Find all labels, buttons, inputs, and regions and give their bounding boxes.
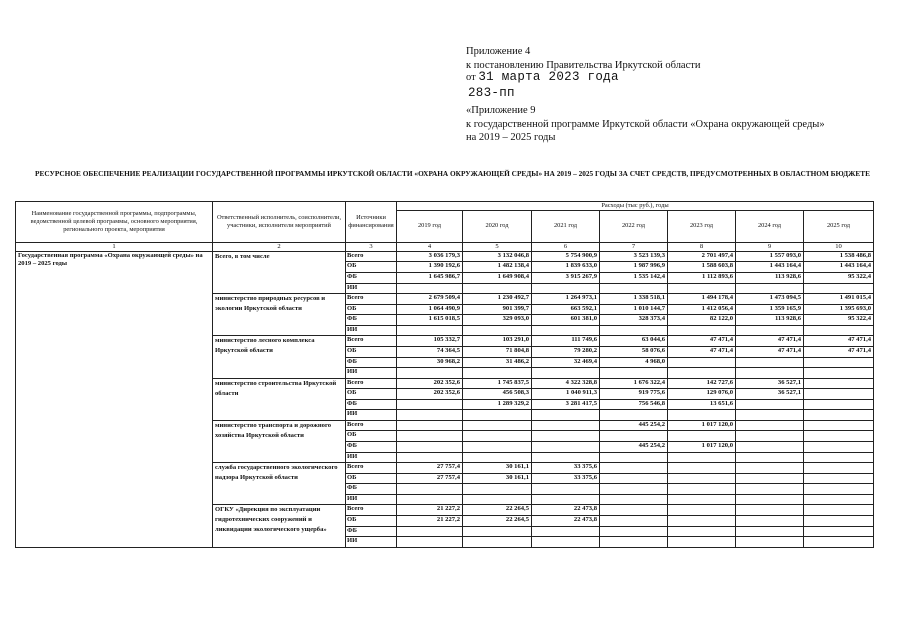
expense-value: 1 588 603,8 [668, 262, 736, 273]
expense-value: 3 523 139,3 [600, 251, 668, 262]
expense-value [736, 368, 804, 379]
executor-name: министерство транспорта и дорожного хозяйства Иркутской области [213, 420, 346, 462]
appendix-label: Приложение 4 [466, 46, 531, 57]
date-prefix: от [466, 72, 476, 83]
expense-value [804, 283, 874, 294]
expense-value [804, 452, 874, 463]
expense-value: 47 471,4 [668, 346, 736, 357]
expense-value: 31 486,2 [463, 357, 532, 368]
expense-value [600, 325, 668, 336]
expense-value: 601 381,0 [532, 315, 600, 326]
expense-value [397, 410, 463, 421]
expense-value [397, 452, 463, 463]
funding-source: ОБ [346, 431, 397, 442]
expense-value: 2 701 497,4 [668, 251, 736, 262]
expense-value: 1 395 693,0 [804, 304, 874, 315]
expense-value: 113 928,6 [736, 315, 804, 326]
expense-value [397, 494, 463, 505]
expense-value [804, 442, 874, 453]
expense-value [532, 420, 600, 431]
expense-value: 4 322 328,8 [532, 378, 600, 389]
funding-source: Всего [346, 378, 397, 389]
col-header-year: 2019 год [397, 210, 463, 242]
expense-value: 456 508,3 [463, 389, 532, 400]
expense-value: 1 987 996,9 [600, 262, 668, 273]
expense-value [804, 473, 874, 484]
expense-value [397, 325, 463, 336]
expense-value: 111 749,6 [532, 336, 600, 347]
expense-value: 63 044,6 [600, 336, 668, 347]
expense-value [804, 325, 874, 336]
expense-value [397, 420, 463, 431]
period-label: на 2019 – 2025 годы [466, 132, 556, 143]
expense-value [600, 283, 668, 294]
expense-value [532, 325, 600, 336]
resolution-label: к постановлению Правительства Иркутской области [466, 60, 701, 71]
expense-value: 30 968,2 [397, 357, 463, 368]
expense-value: 1 289 329,2 [463, 399, 532, 410]
expense-value [736, 325, 804, 336]
expense-value [600, 494, 668, 505]
expense-value: 33 375,6 [532, 473, 600, 484]
expense-value: 1 615 018,5 [397, 315, 463, 326]
expense-value [668, 452, 736, 463]
expense-value [397, 484, 463, 495]
expense-value [804, 484, 874, 495]
expense-value: 1 645 986,7 [397, 273, 463, 284]
expense-value [736, 505, 804, 516]
col-header-year: 2024 год [736, 210, 804, 242]
funding-source: ФБ [346, 399, 397, 410]
expense-value [463, 325, 532, 336]
expense-value: 663 592,1 [532, 304, 600, 315]
expense-value [804, 368, 874, 379]
funding-source: ОБ [346, 389, 397, 400]
funding-source: ИИ [346, 368, 397, 379]
expense-value: 47 471,4 [736, 346, 804, 357]
expense-value: 36 527,1 [736, 378, 804, 389]
funding-source: ФБ [346, 315, 397, 326]
funding-source: ИИ [346, 410, 397, 421]
expense-value: 47 471,4 [668, 336, 736, 347]
expense-value [736, 431, 804, 442]
expense-value [463, 410, 532, 421]
expense-value: 22 473,8 [532, 505, 600, 516]
expense-value: 58 076,6 [600, 346, 668, 357]
expense-value: 30 161,1 [463, 473, 532, 484]
expense-value [600, 431, 668, 442]
col-header-source: Источники финансирования [346, 202, 397, 243]
expense-value: 1 112 893,6 [668, 273, 736, 284]
expense-value [463, 537, 532, 548]
expense-value [397, 431, 463, 442]
expense-value [736, 515, 804, 526]
expense-value: 95 322,4 [804, 273, 874, 284]
expense-value [463, 368, 532, 379]
executor-name: министерство строительства Иркутской области [213, 378, 346, 420]
expense-value [736, 537, 804, 548]
expense-value [600, 473, 668, 484]
expense-value: 445 254,2 [600, 420, 668, 431]
expense-value [804, 378, 874, 389]
expense-value: 901 399,7 [463, 304, 532, 315]
expense-value [668, 325, 736, 336]
expense-value [532, 431, 600, 442]
expense-value: 47 471,4 [736, 336, 804, 347]
column-index: 2 [213, 242, 346, 251]
expense-value [463, 526, 532, 537]
funding-source: Всего [346, 251, 397, 262]
expense-value [397, 442, 463, 453]
funding-source: ФБ [346, 526, 397, 537]
funding-source: Всего [346, 420, 397, 431]
expense-value: 202 352,6 [397, 389, 463, 400]
funding-source: ОБ [346, 346, 397, 357]
expense-value [804, 505, 874, 516]
expense-value [668, 357, 736, 368]
expense-value: 1 649 908,4 [463, 273, 532, 284]
expense-value [736, 283, 804, 294]
funding-source: Всего [346, 336, 397, 347]
funding-source: ОБ [346, 262, 397, 273]
expense-value [397, 283, 463, 294]
expense-value [736, 410, 804, 421]
expense-value [397, 399, 463, 410]
expense-value [463, 431, 532, 442]
expense-value [397, 526, 463, 537]
col-header-executor: Ответственный исполнитель, соисполнители, участники, исполнители мероприятий [213, 202, 346, 243]
expense-value [397, 368, 463, 379]
expense-value: 1 482 138,4 [463, 262, 532, 273]
table-row [16, 251, 874, 262]
expense-value [668, 368, 736, 379]
expense-value [804, 463, 874, 474]
expense-value: 1 538 486,8 [804, 251, 874, 262]
col-header-year: 2025 год [804, 210, 874, 242]
expense-value [463, 442, 532, 453]
expense-value [397, 537, 463, 548]
expense-value: 329 093,0 [463, 315, 532, 326]
funding-source: ОБ [346, 473, 397, 484]
expense-value [736, 452, 804, 463]
expense-value: 3 281 417,5 [532, 399, 600, 410]
expense-value [804, 537, 874, 548]
expense-value: 142 727,6 [668, 378, 736, 389]
column-index: 3 [346, 242, 397, 251]
expense-value: 445 254,2 [600, 442, 668, 453]
funding-source: ОБ [346, 304, 397, 315]
expense-value: 47 471,4 [804, 346, 874, 357]
funding-source: ИИ [346, 537, 397, 548]
executor-name: министерство природных ресурсов и экологии Иркутской области [213, 294, 346, 336]
expense-value [532, 494, 600, 505]
expense-value [804, 494, 874, 505]
executor-name: министерство лесного комплекса Иркутской области [213, 336, 346, 378]
expense-value [600, 410, 668, 421]
expense-value [532, 410, 600, 421]
expense-value [804, 410, 874, 421]
column-index: 1 [16, 242, 213, 251]
expense-value: 103 291,0 [463, 336, 532, 347]
col-header-year: 2023 год [668, 210, 736, 242]
expense-value: 1 412 056,4 [668, 304, 736, 315]
expense-value: 1 491 015,4 [804, 294, 874, 305]
expense-value: 1 017 120,0 [668, 442, 736, 453]
expense-value: 756 546,8 [600, 399, 668, 410]
expense-value: 95 322,4 [804, 315, 874, 326]
executor-name: служба государственного экологического надзора Иркутской области [213, 463, 346, 505]
expense-value [668, 526, 736, 537]
expense-value: 36 527,1 [736, 389, 804, 400]
expense-value: 13 651,6 [668, 399, 736, 410]
expense-value [668, 484, 736, 495]
funding-source: ОБ [346, 515, 397, 526]
program-name: Государственная программа «Охрана окружающей среды» на 2019 – 2025 годы [16, 251, 213, 547]
executor-name: ОГКУ «Дирекция по эксплуатации гидротехнических сооружений и ликвидации экологического ущерба» [213, 505, 346, 548]
expense-value [804, 431, 874, 442]
col-header-name: Наименование государственной программы, подпрограммы, ведомственной целевой программы, основного мероприятия, регионального проекта, мероприятия [16, 202, 213, 243]
expense-value [736, 357, 804, 368]
expense-value [804, 420, 874, 431]
column-index: 10 [804, 242, 874, 251]
expense-value [804, 526, 874, 537]
expense-value [736, 420, 804, 431]
expense-value: 3 132 046,8 [463, 251, 532, 262]
expense-value [600, 515, 668, 526]
expense-value: 47 471,4 [804, 336, 874, 347]
expense-value [532, 368, 600, 379]
expense-value [463, 494, 532, 505]
expense-value [736, 463, 804, 474]
expense-value [463, 484, 532, 495]
expense-value [668, 410, 736, 421]
column-index: 6 [532, 242, 600, 251]
expense-value: 3 036 179,3 [397, 251, 463, 262]
expense-value [668, 505, 736, 516]
resolution-date [466, 71, 619, 84]
expense-value [804, 399, 874, 410]
expense-value: 32 469,4 [532, 357, 600, 368]
funding-source: ФБ [346, 484, 397, 495]
column-index: 7 [600, 242, 668, 251]
expense-value: 919 775,6 [600, 389, 668, 400]
expense-value: 328 373,4 [600, 315, 668, 326]
funding-source: ИИ [346, 494, 397, 505]
expense-value [804, 515, 874, 526]
expense-value: 1 359 165,9 [736, 304, 804, 315]
expense-value [600, 368, 668, 379]
expense-value [804, 389, 874, 400]
expense-value: 21 227,2 [397, 515, 463, 526]
expense-value: 1 017 120,0 [668, 420, 736, 431]
expense-value: 2 679 509,4 [397, 294, 463, 305]
expense-value: 1 338 518,1 [600, 294, 668, 305]
funding-source: Всего [346, 463, 397, 474]
expense-value: 105 332,7 [397, 336, 463, 347]
expense-value [736, 442, 804, 453]
expense-value: 1 494 178,4 [668, 294, 736, 305]
executor-name: Всего, в том числе [213, 251, 346, 293]
expense-value: 1 443 164,4 [804, 262, 874, 273]
expense-value: 30 161,1 [463, 463, 532, 474]
expense-value: 21 227,2 [397, 505, 463, 516]
expense-value [463, 420, 532, 431]
expense-value: 27 757,4 [397, 473, 463, 484]
expense-value: 129 076,0 [668, 389, 736, 400]
expense-value: 22 264,5 [463, 505, 532, 516]
expense-value: 1 839 633,0 [532, 262, 600, 273]
expense-value: 1 535 142,4 [600, 273, 668, 284]
expense-value: 3 915 267,9 [532, 273, 600, 284]
col-header-expenses: Расходы (тыс руб.), годы [397, 202, 874, 211]
expense-value: 1 676 322,4 [600, 378, 668, 389]
expense-value: 4 968,0 [600, 357, 668, 368]
funding-source: ИИ [346, 452, 397, 463]
expense-value: 74 364,5 [397, 346, 463, 357]
expense-value [668, 473, 736, 484]
expense-value: 1 064 490,9 [397, 304, 463, 315]
expense-value [736, 473, 804, 484]
expense-value [668, 537, 736, 548]
funding-source: Всего [346, 294, 397, 305]
expense-value [736, 526, 804, 537]
funding-source: ФБ [346, 273, 397, 284]
expense-value [736, 484, 804, 495]
expense-value: 1 557 093,0 [736, 251, 804, 262]
expense-value: 5 754 900,9 [532, 251, 600, 262]
resource-table [15, 201, 874, 548]
expense-value [463, 452, 532, 463]
expense-value: 1 230 492,7 [463, 294, 532, 305]
expense-value [600, 537, 668, 548]
expense-value [532, 452, 600, 463]
expense-value: 1 010 144,7 [600, 304, 668, 315]
expense-value: 202 352,6 [397, 378, 463, 389]
expense-value [668, 431, 736, 442]
col-header-year: 2020 год [463, 210, 532, 242]
expense-value [804, 357, 874, 368]
expense-value: 1 443 164,4 [736, 262, 804, 273]
expense-value [600, 526, 668, 537]
expense-value: 1 390 192,6 [397, 262, 463, 273]
expense-value: 113 928,6 [736, 273, 804, 284]
expense-value: 27 757,4 [397, 463, 463, 474]
expense-value: 1 040 911,3 [532, 389, 600, 400]
expense-value: 71 804,8 [463, 346, 532, 357]
expense-value [463, 283, 532, 294]
funding-source: ФБ [346, 442, 397, 453]
funding-source: Всего [346, 505, 397, 516]
column-index: 5 [463, 242, 532, 251]
expense-value [532, 283, 600, 294]
expense-value [600, 452, 668, 463]
handwritten-date: 31 марта 2023 года [478, 70, 619, 84]
expense-value [532, 537, 600, 548]
expense-value: 82 122,0 [668, 315, 736, 326]
expense-value [668, 463, 736, 474]
funding-source: ФБ [346, 357, 397, 368]
expense-value: 1 264 973,1 [532, 294, 600, 305]
funding-source: ИИ [346, 283, 397, 294]
expense-value [600, 463, 668, 474]
column-index: 9 [736, 242, 804, 251]
expense-value [532, 442, 600, 453]
expense-value: 1 473 094,5 [736, 294, 804, 305]
col-header-year: 2022 год [600, 210, 668, 242]
expense-value [736, 494, 804, 505]
funding-source: ИИ [346, 325, 397, 336]
resolution-number: 283-пп [468, 86, 515, 100]
appendix9-label: «Приложение 9 [466, 105, 536, 116]
col-header-year: 2021 год [532, 210, 600, 242]
column-index: 4 [397, 242, 463, 251]
expense-value [600, 484, 668, 495]
expense-value [668, 494, 736, 505]
program-label: к государственной программе Иркутской области «Охрана окружающей среды» [466, 119, 825, 130]
expense-value [532, 484, 600, 495]
expense-value [668, 515, 736, 526]
expense-value: 1 745 837,5 [463, 378, 532, 389]
expense-value [736, 399, 804, 410]
expense-value: 22 473,8 [532, 515, 600, 526]
document-title: РЕСУРСНОЕ ОБЕСПЕЧЕНИЕ РЕАЛИЗАЦИИ ГОСУДАРСТВЕННОЙ ПРОГРАММЫ ИРКУТСКОЙ ОБЛАСТИ «ОХРАНА ОКРУЖАЮЩЕЙ СРЕДЫ» НА 2019 – 2025 ГОДЫ ЗА СЧЕТ СРЕДСТВ, ПРЕДУСМОТРЕННЫХ В ОБЛАСТНОМ БЮДЖЕТЕ [35, 169, 870, 178]
expense-value: 33 375,6 [532, 463, 600, 474]
expense-value [532, 526, 600, 537]
expense-value: 79 280,2 [532, 346, 600, 357]
expense-value [600, 505, 668, 516]
expense-value: 22 264,5 [463, 515, 532, 526]
column-index: 8 [668, 242, 736, 251]
expense-value [668, 283, 736, 294]
